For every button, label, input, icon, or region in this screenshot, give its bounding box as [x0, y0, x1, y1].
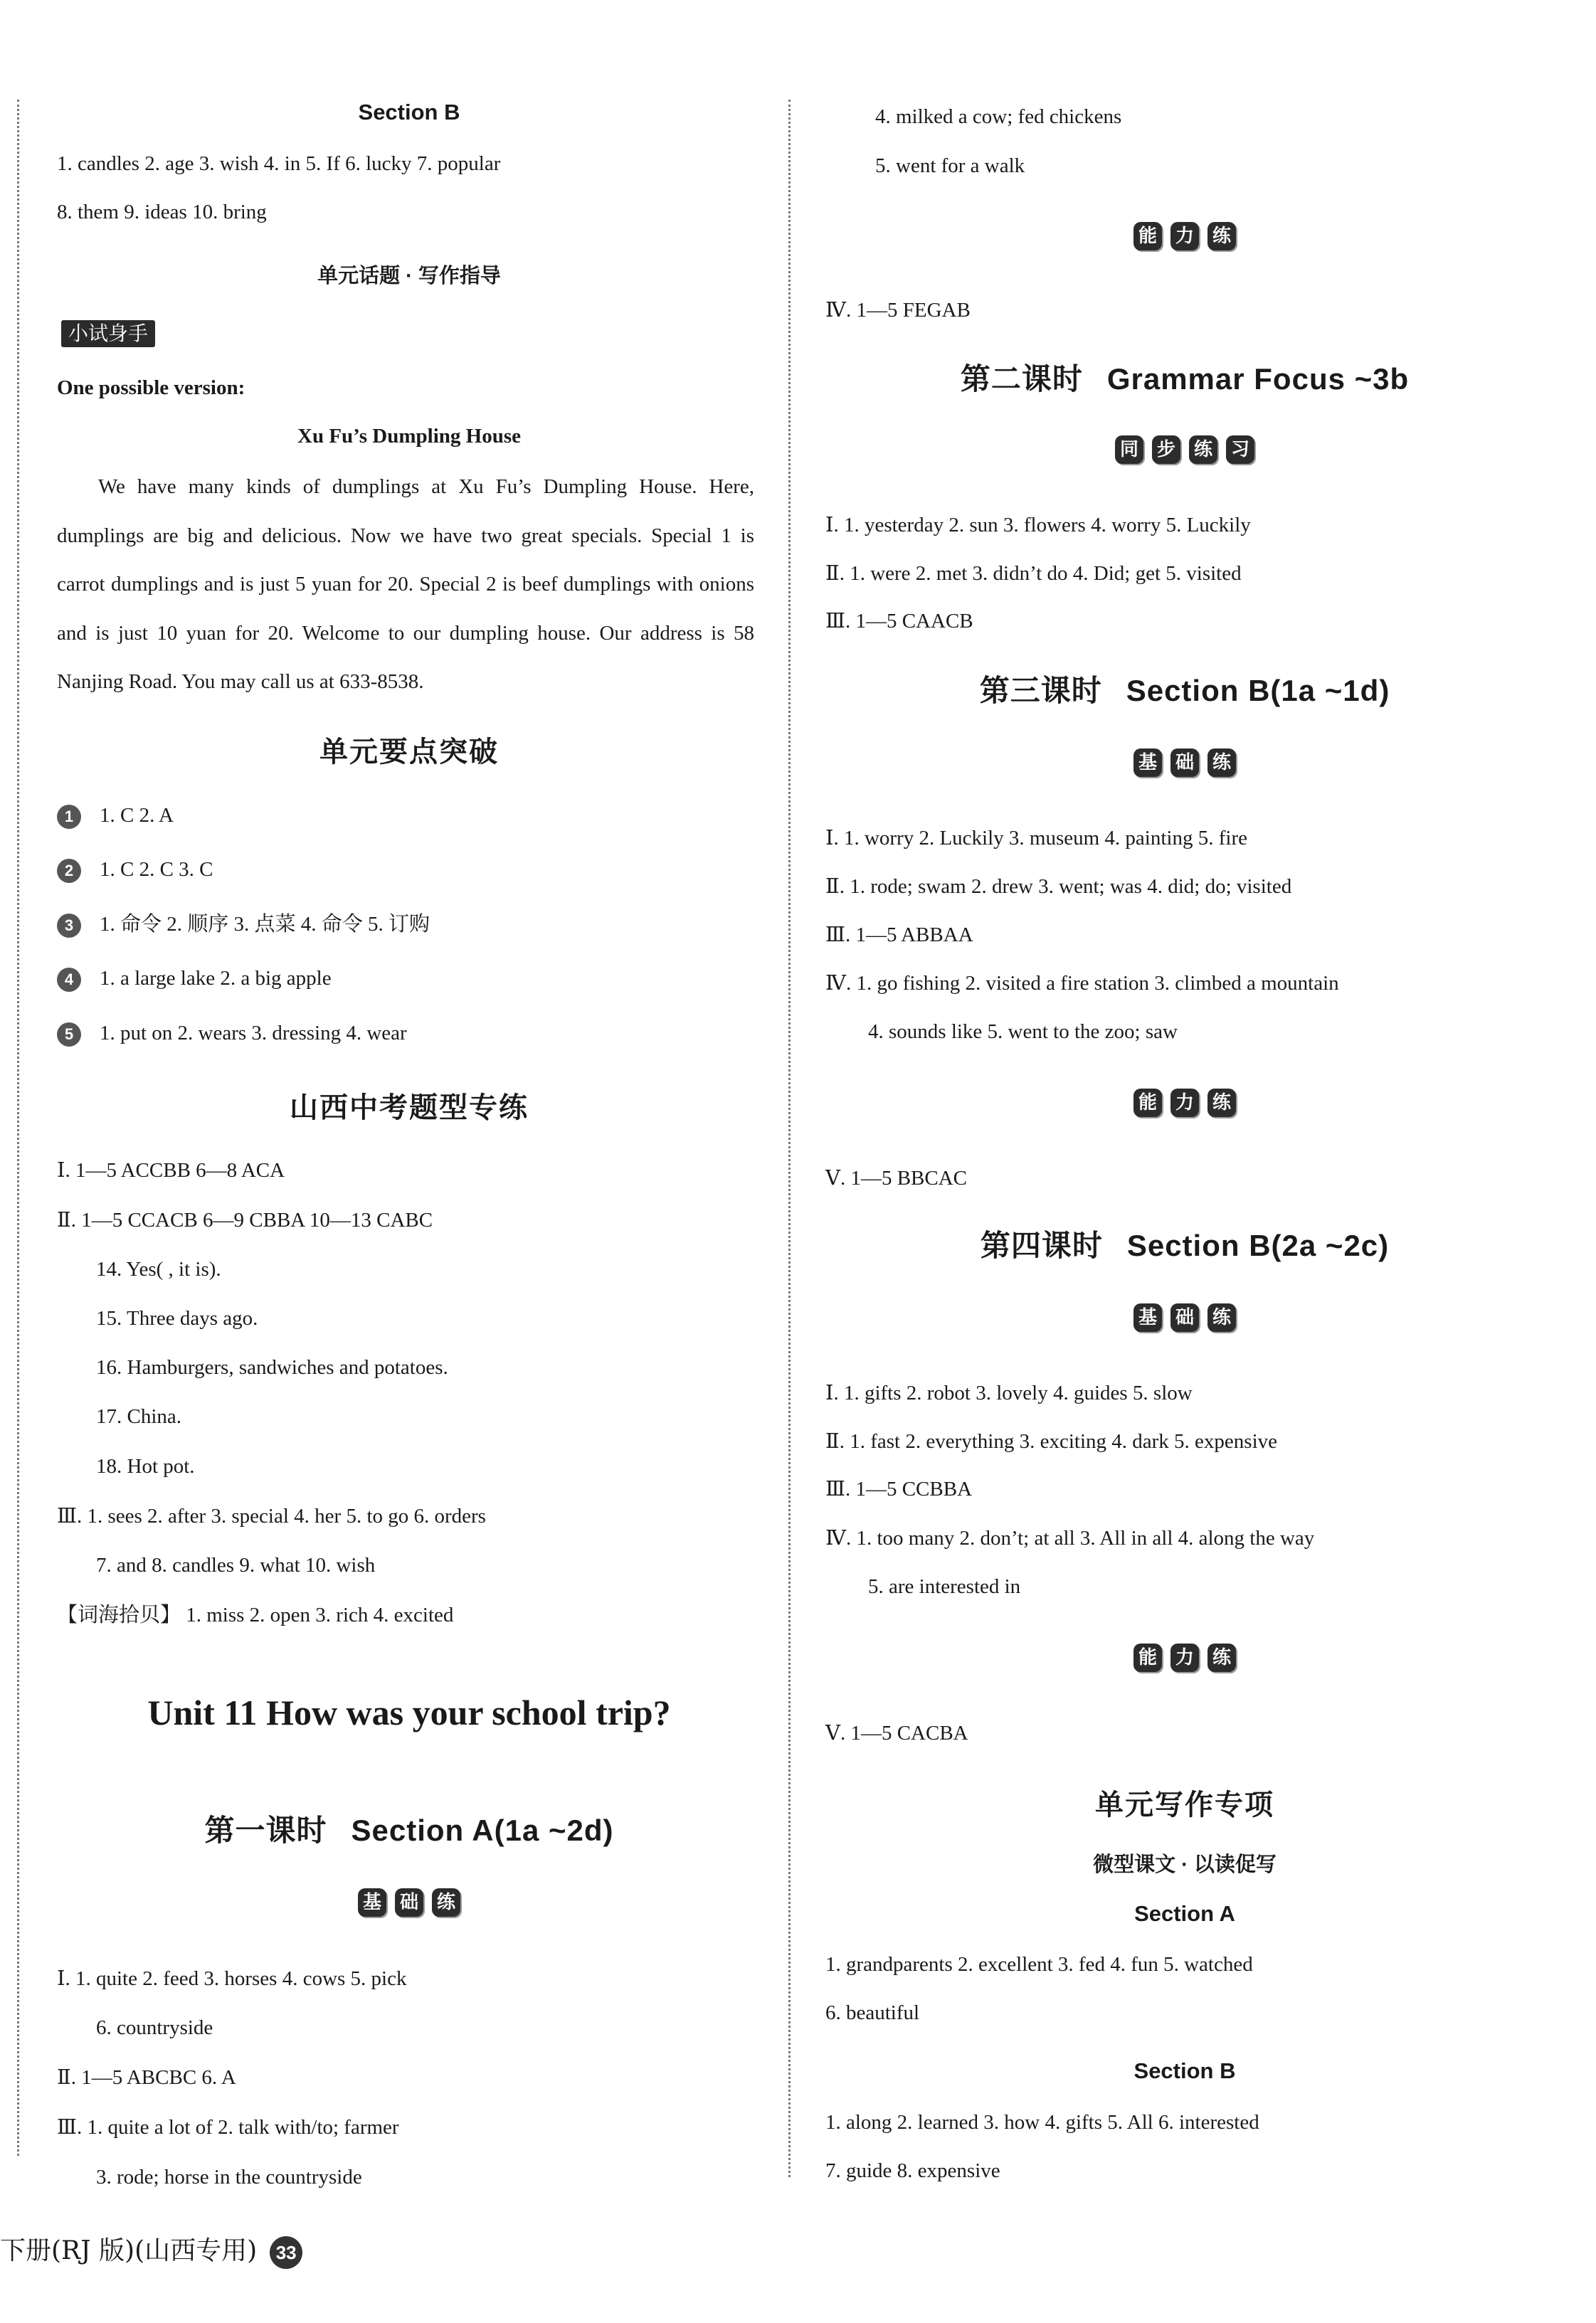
lesson-heading — [825, 667, 1544, 710]
badge-char: 础 — [1170, 1303, 1199, 1332]
ability-practice-badges — [825, 1644, 1544, 1672]
badge-char: 习 — [1226, 435, 1254, 464]
badge-char: 练 — [1207, 1303, 1236, 1332]
answer-line: 5. went for a walk — [875, 154, 1025, 177]
answer-line: Ⅱ. 1—5 ABCBC 6. A — [57, 2066, 236, 2089]
badge-char: 力 — [1170, 1644, 1199, 1672]
badge-char: 练 — [1189, 435, 1217, 464]
lesson-en: Grammar Focus ~3b — [1106, 362, 1410, 396]
answer-line: 1. candles 2. age 3. wish 4. in 5. If 6. lucky 7. popular — [57, 152, 501, 175]
essay-text: We have many kinds of dumplings at Xu Fu’s Dumpling House. Here, dumplings are big and delicious. Now we have two great specials. Special 1 is carrot dumplings and is just 5 yuan for 20. Special 2 is beef dumplings with onions and is just 10 yuan for 20. Welcome to our dumpling house. Our address is 58 Nanjing Road. You may call us at 633-8538. — [57, 475, 754, 693]
badge-char: 练 — [1207, 748, 1236, 777]
section-b-heading: Section B — [358, 100, 460, 125]
exam-heading: 山西中考题型专练 — [290, 1092, 529, 1123]
lesson-cn: 第四课时 — [980, 1230, 1103, 1263]
key-point-row — [57, 857, 213, 883]
item-number-badge: 3 — [57, 914, 81, 938]
version-label: One possible version: — [57, 376, 245, 399]
lesson-heading — [57, 1807, 761, 1850]
answer-line: 【词海拾贝】 1. miss 2. open 3. rich 4. excited — [57, 1604, 454, 1626]
key-point-row — [57, 1020, 407, 1047]
answer-line: 6. countryside — [96, 2016, 213, 2039]
badge-char: 步 — [1152, 435, 1180, 464]
sync-practice-badges — [825, 435, 1544, 464]
key-point-text: 1. a large lake 2. a big apple — [100, 967, 332, 990]
section-b-heading: Section B — [1133, 2058, 1236, 2083]
answer-line: 14. Yes( , it is). — [96, 1258, 221, 1281]
answer-line: Ⅰ. 1. quite 2. feed 3. horses 4. cows 5. pick — [57, 1967, 407, 1990]
page-number: 33 — [270, 2236, 302, 2269]
badge-char: 础 — [395, 1888, 423, 1917]
item-number-badge: 5 — [57, 1022, 81, 1047]
badge-char: 基 — [1133, 1303, 1162, 1332]
answer-line: 4. sounds like 5. went to the zoo; saw — [868, 1020, 1178, 1043]
answer-line: 8. them 9. ideas 10. bring — [57, 201, 267, 223]
badge-char: 练 — [432, 1888, 460, 1917]
page-footer — [0, 2231, 302, 2269]
item-number-badge: 4 — [57, 968, 81, 992]
key-point-text: 1. put on 2. wears 3. dressing 4. wear — [100, 1022, 407, 1044]
answer-line: Ⅰ. 1. gifts 2. robot 3. lovely 4. guides 5. slow — [825, 1382, 1193, 1404]
section-a-heading: Section A — [1134, 1901, 1235, 1926]
writing-guide-heading: 单元话题 · 写作指导 — [317, 265, 501, 287]
badge-char: 练 — [1207, 1089, 1236, 1117]
badge-char: 基 — [1133, 748, 1162, 777]
answer-line: Ⅱ. 1. were 2. met 3. didn’t do 4. Did; get 5. visited — [825, 562, 1242, 585]
answer-line: Ⅲ. 1—5 CCBBA — [825, 1478, 973, 1501]
badge-char: 能 — [1133, 1089, 1162, 1117]
answer-line: Ⅰ. 1. yesterday 2. sun 3. flowers 4. worry 5. Luckily — [825, 514, 1251, 536]
answer-line: Ⅰ. 1—5 ACCBB 6—8 ACA — [57, 1159, 285, 1182]
basic-practice-badges — [825, 1303, 1544, 1332]
key-points-heading: 单元要点突破 — [319, 736, 499, 768]
answer-line: Ⅰ. 1. worry 2. Luckily 3. museum 4. painting 5. fire — [825, 827, 1247, 850]
lesson-cn: 第一课时 — [204, 1815, 327, 1848]
footer-text: 下册(RJ 版)(山西专用) — [0, 2236, 258, 2265]
badge-char: 力 — [1170, 1089, 1199, 1117]
lesson-en: Section A(1a ~2d) — [351, 1814, 614, 1847]
key-point-text: 1. C 2. C 3. C — [100, 858, 213, 881]
answer-line: 1. along 2. learned 3. how 4. gifts 5. All 6. interested — [825, 2111, 1259, 2134]
badge-char: 基 — [358, 1888, 386, 1917]
lesson-heading — [825, 356, 1544, 398]
answer-line: Ⅲ. 1. quite a lot of 2. talk with/to; farmer — [57, 2116, 399, 2139]
answer-line: 7. guide 8. expensive — [825, 2159, 1000, 2182]
ability-practice-badges — [825, 222, 1544, 250]
answer-line: Ⅳ. 1. go fishing 2. visited a fire station 3. climbed a mountain — [825, 972, 1339, 995]
lesson-cn: 第三课时 — [979, 675, 1102, 708]
lesson-en: Section B(2a ~2c) — [1126, 1229, 1390, 1262]
answer-line: Ⅲ. 1. sees 2. after 3. special 4. her 5. to go 6. orders — [57, 1505, 486, 1528]
answer-line: 3. rode; horse in the countryside — [96, 2166, 362, 2189]
basic-practice-badges — [825, 748, 1544, 777]
answer-line: 7. and 8. candles 9. what 10. wish — [96, 1554, 376, 1577]
essay-title: Xu Fu’s Dumpling House — [297, 425, 521, 448]
lesson-heading — [825, 1222, 1544, 1265]
badge-char: 能 — [1133, 1644, 1162, 1672]
badge-char: 练 — [1207, 222, 1236, 250]
answer-line: 16. Hamburgers, sandwiches and potatoes. — [96, 1356, 448, 1379]
unit-title: Unit 11 How was your school trip? — [147, 1693, 671, 1732]
writing-heading: 单元写作专项 — [1095, 1789, 1274, 1821]
answer-line: 18. Hot pot. — [96, 1455, 195, 1478]
ability-practice-badges — [825, 1089, 1544, 1117]
answer-line: Ⅲ. 1—5 ABBAA — [825, 924, 973, 946]
answer-line: Ⅱ. 1—5 CCACB 6—9 CBBA 10—13 CABC — [57, 1209, 433, 1232]
badge-char: 力 — [1170, 222, 1199, 250]
item-number-badge: 2 — [57, 859, 81, 883]
try-tag: 小试身手 — [61, 320, 155, 347]
badge-char: 础 — [1170, 748, 1199, 777]
answer-line: Ⅴ. 1—5 CACBA — [825, 1722, 968, 1745]
answer-line: Ⅲ. 1—5 CAACB — [825, 610, 973, 633]
key-point-row — [57, 911, 430, 938]
key-point-row — [57, 965, 332, 992]
lesson-cn: 第二课时 — [960, 364, 1083, 396]
basic-practice-badges — [57, 1888, 761, 1917]
answer-line: Ⅳ. 1—5 FEGAB — [825, 299, 971, 322]
answer-line: Ⅱ. 1. fast 2. everything 3. exciting 4. dark 5. expensive — [825, 1430, 1277, 1453]
item-number-badge: 1 — [57, 805, 81, 829]
lesson-en: Section B(1a ~1d) — [1126, 674, 1390, 707]
key-point-text: 1. 命令 2. 顺序 3. 点菜 4. 命令 5. 订购 — [100, 913, 430, 936]
key-point-row — [57, 803, 174, 829]
answer-line: Ⅱ. 1. rode; swam 2. drew 3. went; was 4. did; do; visited — [825, 875, 1292, 898]
answer-line: 5. are interested in — [868, 1575, 1021, 1598]
answer-line: Ⅳ. 1. too many 2. don’t; at all 3. All in all 4. along the way — [825, 1527, 1315, 1550]
micro-heading: 微型课文 · 以读促写 — [1093, 1853, 1277, 1876]
answer-line: 4. milked a cow; fed chickens — [875, 105, 1122, 128]
answer-line: Ⅴ. 1—5 BBCAC — [825, 1167, 968, 1190]
badge-char: 同 — [1115, 435, 1143, 464]
key-point-text: 1. C 2. A — [100, 804, 174, 827]
badge-char: 练 — [1207, 1644, 1236, 1672]
badge-char: 能 — [1133, 222, 1162, 250]
column-divider — [788, 100, 791, 2177]
answer-line: 6. beautiful — [825, 2001, 920, 2024]
answer-line: 1. grandparents 2. excellent 3. fed 4. fun 5. watched — [825, 1953, 1253, 1976]
left-margin-line — [17, 100, 19, 2156]
answer-line: 15. Three days ago. — [96, 1307, 258, 1330]
answer-line: 17. China. — [96, 1405, 182, 1428]
